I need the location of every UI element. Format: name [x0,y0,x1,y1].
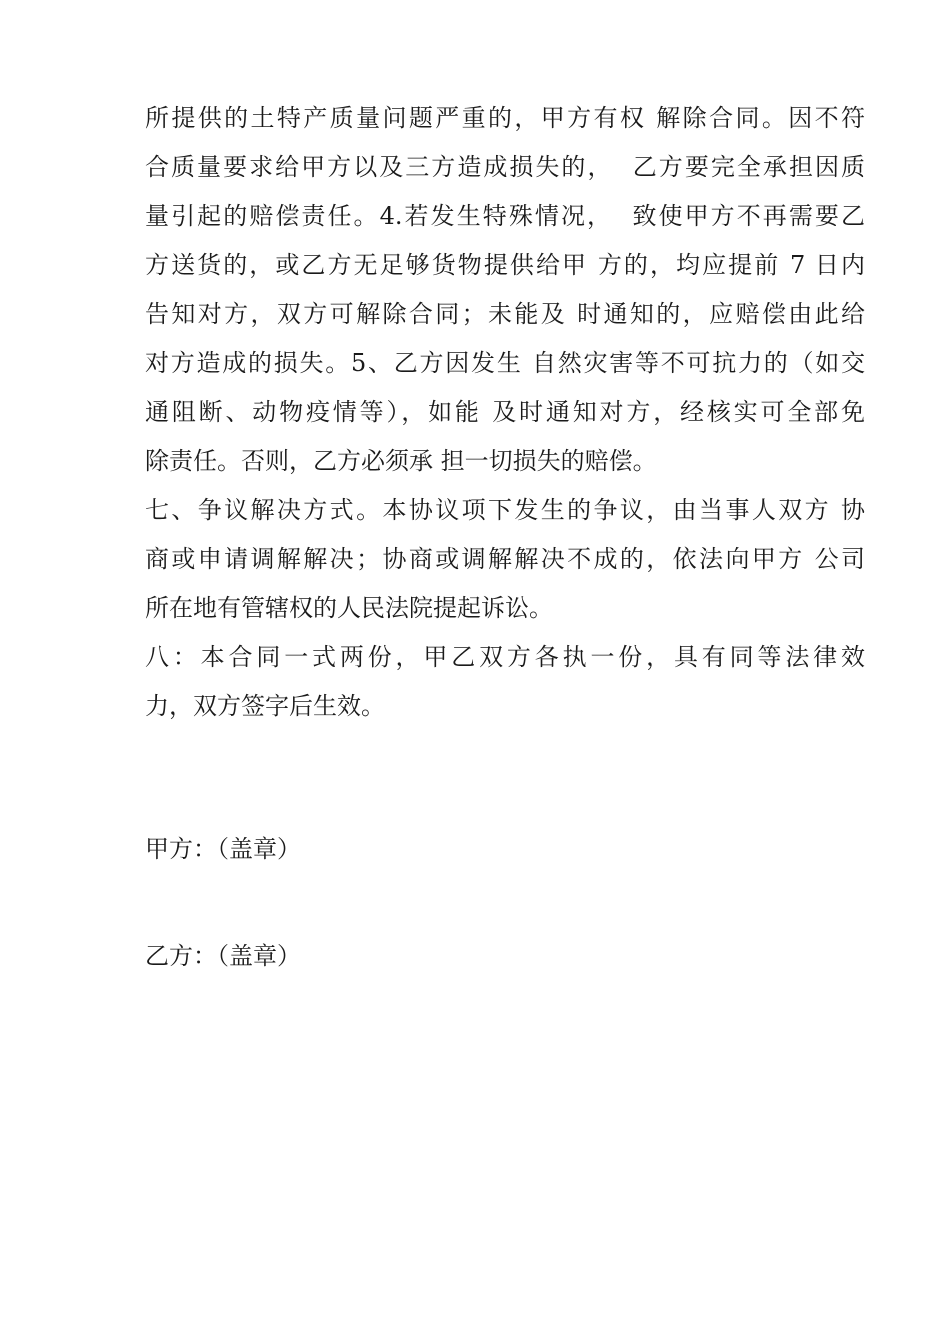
text-line: 合质量要求给甲方以及三方造成损失的， 乙方要完全承担因质 [145,153,865,181]
contract-body [145,94,865,731]
text-line: 告知对方，双方可解除合同；未能及 时通知的，应赔偿由此给 [145,300,865,328]
paragraph-clause-6-continued [145,94,865,486]
text-line: 力，双方签字后生效。 [145,692,385,720]
text-line: 所在地有管辖权的人民法院提起诉讼。 [145,594,553,622]
party-a-signature-line: 甲方：（盖章） [145,835,301,863]
text-line: 八：本合同一式两份，甲乙双方各执一份，具有同等法律效 [145,643,865,671]
text-line: 所提供的土特产质量问题严重的，甲方有权 解除合同。因不符 [145,104,865,132]
text-line: 商或申请调解解决；协商或调解解决不成的，依法向甲方 公司 [145,545,865,573]
paragraph-clause-7 [145,486,865,633]
text-line: 七、争议解决方式。本协议项下发生的争议，由当事人双方 协 [145,496,865,524]
text-line: 除责任。否则，乙方必须承 担一切损失的赔偿。 [145,447,657,475]
text-line: 通阻断、动物疫情等），如能 及时通知对方，经核实可全部免 [145,398,865,426]
text-line: 对方造成的损失。5、乙方因发生 自然灾害等不可抗力的（如交 [145,349,865,377]
party-b-signature-line: 乙方：（盖章） [145,942,301,970]
paragraph-clause-8 [145,633,865,731]
text-line: 方送货的，或乙方无足够货物提供给甲 方的，均应提前 7 日内 [145,251,865,279]
text-line: 量引起的赔偿责任。4.若发生特殊情况， 致使甲方不再需要乙 [145,202,865,230]
